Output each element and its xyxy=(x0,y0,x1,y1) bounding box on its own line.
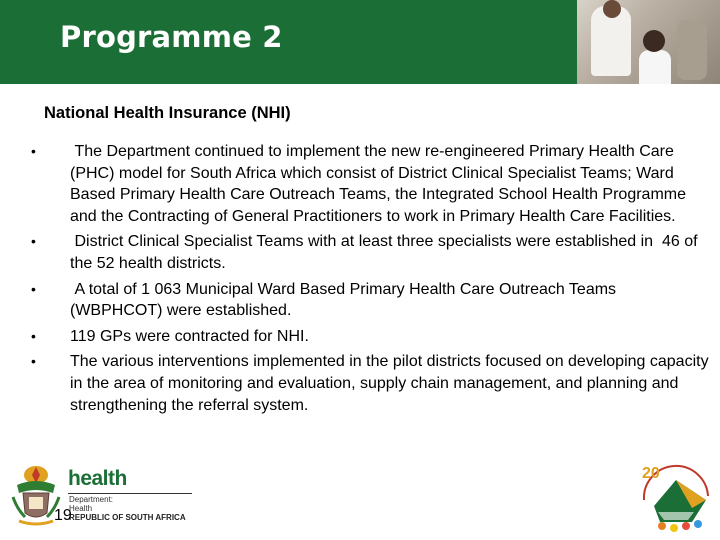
header-bar xyxy=(0,0,720,84)
bullet-list xyxy=(30,141,710,420)
section-subtitle: National Health Insurance (NHI) xyxy=(44,104,291,122)
header-photo xyxy=(577,0,720,84)
bullet-item xyxy=(30,141,710,227)
logo-divider xyxy=(68,493,192,494)
department-of-health-logo xyxy=(68,467,194,527)
bullet-item xyxy=(30,351,710,416)
bullet-glyph: • xyxy=(31,233,36,250)
bullet-glyph: • xyxy=(31,327,36,344)
department-line-2: Health xyxy=(69,504,93,513)
bullet-text: A total of 1 063 Municipal Ward Based Primary Health Care Outreach Teams (WBPHCOT) were established. xyxy=(70,280,621,320)
bullet-item xyxy=(30,279,710,322)
bullet-text: 119 GPs were contracted for NHI. xyxy=(70,327,309,345)
anniversary-logo-icon xyxy=(636,460,716,536)
photo-figure-nurse-head xyxy=(603,0,621,18)
bullet-item xyxy=(30,231,710,274)
bullet-item xyxy=(30,326,710,348)
anniversary-number: 20 xyxy=(642,465,660,482)
page-number: 19 xyxy=(54,507,72,524)
bullet-glyph: • xyxy=(31,353,36,370)
photo-figure-child xyxy=(639,50,671,84)
bullet-text: The Department continued to implement the new re-engineered Primary Health Care (PHC) model for South Africa which consist of District Clinical Specialist Teams; Ward Based Primary Health Care Outreach Teams, the Integrated School Health Programme and the Contracting of General Practitioners to work in Primary Health Care Facilities. xyxy=(70,143,691,225)
photo-figure-child-head xyxy=(643,30,665,52)
department-label xyxy=(69,495,113,513)
health-wordmark: health xyxy=(68,467,127,490)
bullet-text: District Clinical Specialist Teams with at least three specialists were established in 46 of the 52 health districts. xyxy=(70,233,702,272)
republic-label: REPUBLIC OF SOUTH AFRICA xyxy=(69,513,186,522)
bullet-text: The various interventions implemented in the pilot districts focused on developing capacity in the area of monitoring and evaluation, supply chain management, and planning and strengthening the referral system. xyxy=(70,353,709,414)
slide-title: Programme 2 xyxy=(60,20,283,54)
photo-figure-background xyxy=(677,20,707,80)
department-line-1: Department: xyxy=(69,495,114,504)
bullet-glyph: • xyxy=(31,143,36,159)
bullet-glyph: • xyxy=(31,280,36,297)
